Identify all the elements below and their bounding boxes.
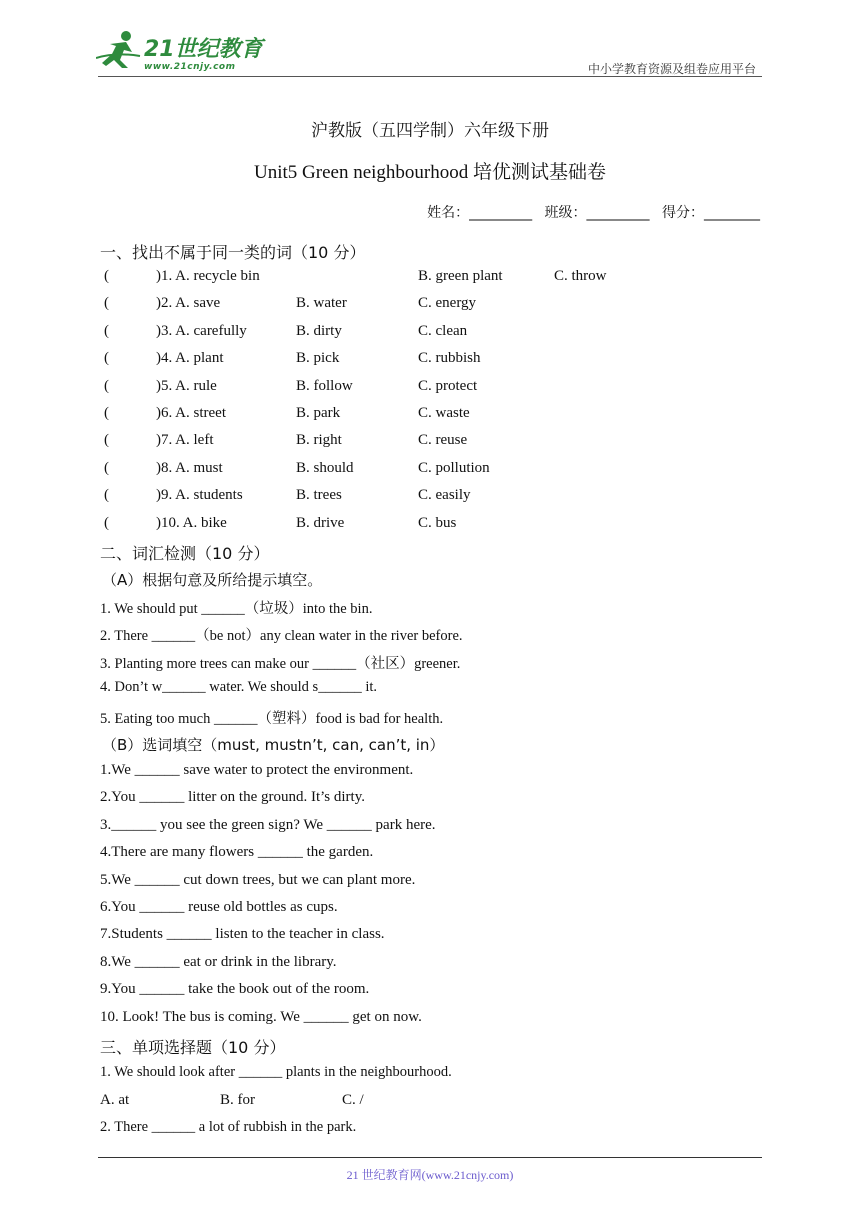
option-c: C. rubbish <box>418 350 481 367</box>
option-b: B. trees <box>296 487 342 504</box>
score-field[interactable]: 得分：________ <box>662 205 760 221</box>
answer-paren[interactable]: ( <box>104 432 109 449</box>
option-c: B. green plant <box>418 268 503 284</box>
item-a: )2. A. save <box>156 295 221 312</box>
option-c: C. protect <box>418 377 478 394</box>
option-extra: C. throw <box>554 268 607 284</box>
option-c: C. energy <box>418 295 477 312</box>
section1-heading: 一、找出不属于同一类的词（10 分） <box>100 243 366 262</box>
answer-paren[interactable]: ( <box>104 377 109 394</box>
q1-option-a[interactable]: A. at <box>100 1092 130 1108</box>
word-choice-item: 10. Look! The bus is coming. We ______ get on now. <box>100 1008 422 1025</box>
word-choice-item: 8.We ______ eat or drink in the library. <box>100 953 337 970</box>
answer-paren[interactable]: ( <box>104 268 109 284</box>
word-choice-item: 4.There are many flowers ______ the garden. <box>100 844 374 861</box>
question-1: 1. We should look after ______ plants in the neighbourhood. <box>100 1064 452 1080</box>
answer-paren[interactable]: ( <box>104 459 109 476</box>
fill-blank-item: 1. We should put ______（垃圾）into the bin. <box>100 601 373 617</box>
item-a: )7. A. left <box>156 432 214 449</box>
option-c: C. waste <box>418 405 470 421</box>
item-a: )6. A. street <box>156 405 226 421</box>
option-c: C. easily <box>418 487 471 504</box>
section3-heading: 三、单项选择题（10 分） <box>100 1038 286 1057</box>
q1-option-c[interactable]: C. / <box>342 1092 364 1108</box>
name-field[interactable]: 姓名：_________ <box>427 205 533 221</box>
word-choice-item: 7.Students ______ listen to the teacher in class. <box>100 926 385 943</box>
item-a: )10. A. bike <box>156 514 227 531</box>
answer-paren[interactable]: ( <box>104 514 109 531</box>
student-info <box>419 202 760 222</box>
option-c: C. reuse <box>418 432 468 449</box>
question-2: 2. There ______ a lot of rubbish in the park. <box>100 1119 357 1135</box>
item-a: )9. A. students <box>156 487 243 504</box>
option-b: B. dirty <box>296 322 342 339</box>
item-a: )5. A. rule <box>156 377 217 394</box>
word-choice-item: 5.We ______ cut down trees, but we can plant more. <box>100 871 416 888</box>
runner-logo-icon <box>96 30 142 70</box>
option-b: B. water <box>296 295 347 312</box>
page-title: 沪教版（五四学制）六年级下册 <box>311 121 549 141</box>
item-a: )3. A. carefully <box>156 322 247 339</box>
item-a: )4. A. plant <box>156 350 224 367</box>
option-b: B. pick <box>296 350 340 367</box>
word-choice-item: 3.______ you see the green sign? We ______ park here. <box>100 816 436 833</box>
fill-blank-item: 2. There ______（be not）any clean water in the river before. <box>100 628 463 645</box>
item-a: )8. A. must <box>156 459 223 476</box>
section2-partA-heading: （A）根据句意及所给提示填空。 <box>102 571 323 589</box>
fill-blank-item: 4. Don’t w______ water. We should s______ it. <box>100 679 378 696</box>
option-c: C. pollution <box>418 459 490 476</box>
option-b: B. right <box>296 432 342 449</box>
answer-paren[interactable]: ( <box>104 322 109 339</box>
word-choice-item: 2.You ______ litter on the ground. It’s dirty. <box>100 789 365 806</box>
page-subtitle: Unit5 Green neighbourhood 培优测试基础卷 <box>254 162 606 183</box>
option-b: B. drive <box>296 514 345 531</box>
logo-text: 21世纪教育 <box>144 37 263 62</box>
option-b: B. follow <box>296 377 353 394</box>
word-choice-item: 6.You ______ reuse old bottles as cups. <box>100 899 338 915</box>
q1-option-b[interactable]: B. for <box>220 1092 255 1108</box>
site-logo <box>96 30 263 70</box>
option-b: B. park <box>296 405 341 421</box>
answer-paren[interactable]: ( <box>104 350 109 367</box>
header-divider <box>98 76 762 77</box>
option-c: C. bus <box>418 514 457 531</box>
footer-text: 21 世纪教育网(www.21cnjy.com) <box>346 1168 514 1182</box>
answer-paren[interactable]: ( <box>104 295 109 312</box>
logo-url: www.21cnjy.com <box>144 62 236 72</box>
answer-paren[interactable]: ( <box>104 405 109 421</box>
answer-paren[interactable]: ( <box>104 487 109 504</box>
section2-partB-heading: （B）选词填空（must, mustn’t, can, can’t, in） <box>102 736 445 754</box>
item-a: )1. A. recycle bin <box>156 268 260 284</box>
section2-heading: 二、词汇检测（10 分） <box>100 544 270 563</box>
option-c: C. clean <box>418 322 468 339</box>
header-platform-text: 中小学教育资源及组卷应用平台 <box>587 62 756 76</box>
fill-blank-item: 5. Eating too much ______（塑料）food is bad for health. <box>100 710 444 727</box>
word-choice-item: 1.We ______ save water to protect the environment. <box>100 762 414 778</box>
option-b: B. should <box>296 459 354 476</box>
class-field[interactable]: 班级：_________ <box>544 205 650 221</box>
footer-divider <box>98 1157 762 1158</box>
word-choice-item: 9.You ______ take the book out of the room. <box>100 981 370 998</box>
fill-blank-item: 3. Planting more trees can make our ______（社区）greener. <box>100 655 461 672</box>
